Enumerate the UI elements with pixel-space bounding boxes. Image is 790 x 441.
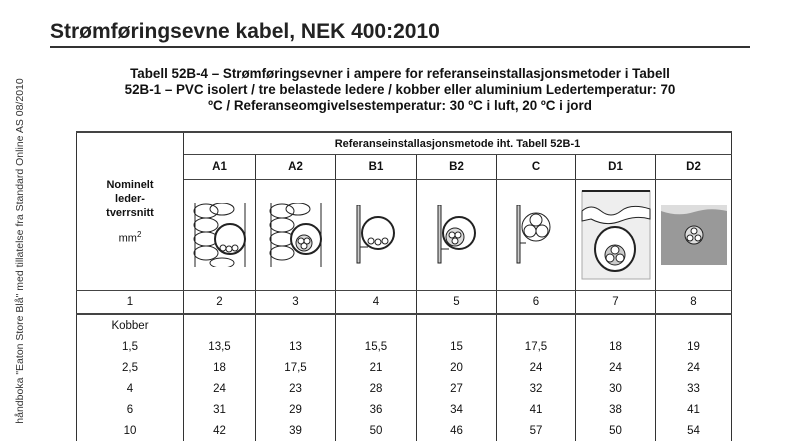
table-row <box>77 399 732 420</box>
ampacity-cell: 18 <box>184 357 256 378</box>
caption-line: 52B-1 – PVC isolert / tre belastede ledere / kobber eller aluminium Ledertemperatur: 70 <box>124 82 676 97</box>
ampacity-cell: 18 <box>576 336 656 357</box>
ampacity-cell: 21 <box>336 357 417 378</box>
method-B1: B1 <box>336 155 417 180</box>
ampacity-cell: 19 <box>656 336 732 357</box>
diagram-C <box>497 180 576 291</box>
row-header-line: leder- <box>115 192 145 205</box>
row-header-line: Nominelt <box>106 178 154 191</box>
column-number: 5 <box>417 291 497 315</box>
column-number: 2 <box>184 291 256 315</box>
diagram-D2 <box>656 180 732 291</box>
page-title: Strømføringsevne kabel, NEK 400:2010 <box>50 20 440 43</box>
ampacity-cell: 24 <box>497 357 576 378</box>
ampacity-cell: 41 <box>656 399 732 420</box>
ampacity-cell: 34 <box>417 399 497 420</box>
cross-section-cell: 10 <box>77 420 184 441</box>
column-number: 3 <box>256 291 336 315</box>
copyright-note: håndboka "Eaton Store Blå" med tillatelse fra Standard Online AS 08/2010 <box>14 78 26 424</box>
section-label: Kobber <box>77 314 184 336</box>
ampacity-cell: 24 <box>576 357 656 378</box>
ampacity-table <box>76 131 732 441</box>
ampacity-cell: 39 <box>256 420 336 441</box>
cross-section-cell: 1,5 <box>77 336 184 357</box>
ampacity-cell: 41 <box>497 399 576 420</box>
diagram-A1 <box>184 180 256 291</box>
cross-section-cell: 4 <box>77 378 184 399</box>
method-D1: D1 <box>576 155 656 180</box>
ampacity-cell: 15,5 <box>336 336 417 357</box>
ref-method-header: Referanseinstallasjonsmetode iht. Tabell 52B-1 <box>184 132 732 155</box>
ampacity-cell: 17,5 <box>497 336 576 357</box>
method-C: C <box>497 155 576 180</box>
ampacity-cell: 46 <box>417 420 497 441</box>
ampacity-cell: 24 <box>656 357 732 378</box>
row-header-line: tverrsnitt <box>106 206 154 219</box>
diagram-D1 <box>576 180 656 291</box>
column-number: 7 <box>576 291 656 315</box>
row-header <box>77 132 184 291</box>
ampacity-cell: 57 <box>497 420 576 441</box>
ampacity-cell: 17,5 <box>256 357 336 378</box>
ampacity-cell: 27 <box>417 378 497 399</box>
table-row <box>77 420 732 441</box>
unit-label: $mm^2$ <box>118 229 142 245</box>
ampacity-cell: 42 <box>184 420 256 441</box>
ampacity-cell: 38 <box>576 399 656 420</box>
title-divider <box>50 46 750 48</box>
method-A1: A1 <box>184 155 256 180</box>
ampacity-cell: 20 <box>417 357 497 378</box>
ampacity-cell: 23 <box>256 378 336 399</box>
ampacity-cell: 15 <box>417 336 497 357</box>
method-B2: B2 <box>417 155 497 180</box>
caption-line: Tabell 52B-4 – Strømføringsevner i ampere for referanseinstallasjonsmetoder i Tabell <box>130 66 670 81</box>
section-row <box>77 314 732 336</box>
method-A2: A2 <box>256 155 336 180</box>
ampacity-cell: 30 <box>576 378 656 399</box>
table-caption <box>60 66 740 114</box>
ampacity-cell: 13 <box>256 336 336 357</box>
cross-section-cell: 6 <box>77 399 184 420</box>
ampacity-cell: 28 <box>336 378 417 399</box>
ampacity-cell: 33 <box>656 378 732 399</box>
column-number: 6 <box>497 291 576 315</box>
ampacity-cell: 54 <box>656 420 732 441</box>
ampacity-cell: 50 <box>336 420 417 441</box>
ampacity-cell: 13,5 <box>184 336 256 357</box>
ampacity-cell: 31 <box>184 399 256 420</box>
cross-section-cell: 2,5 <box>77 357 184 378</box>
ampacity-cell: 32 <box>497 378 576 399</box>
table-row <box>77 336 732 357</box>
column-number: 4 <box>336 291 417 315</box>
diagram-A2 <box>256 180 336 291</box>
diagram-B2 <box>417 180 497 291</box>
caption-line: ºC / Referanseomgivelsestemperatur: 30 ºC i luft, 20 ºC i jord <box>208 98 592 113</box>
ampacity-cell: 24 <box>184 378 256 399</box>
method-D2: D2 <box>656 155 732 180</box>
diagram-B1 <box>336 180 417 291</box>
column-number: 8 <box>656 291 732 315</box>
ampacity-cell: 36 <box>336 399 417 420</box>
column-number: 1 <box>77 291 184 315</box>
ampacity-cell: 29 <box>256 399 336 420</box>
ampacity-cell: 50 <box>576 420 656 441</box>
table-row <box>77 378 732 399</box>
table-row <box>77 357 732 378</box>
